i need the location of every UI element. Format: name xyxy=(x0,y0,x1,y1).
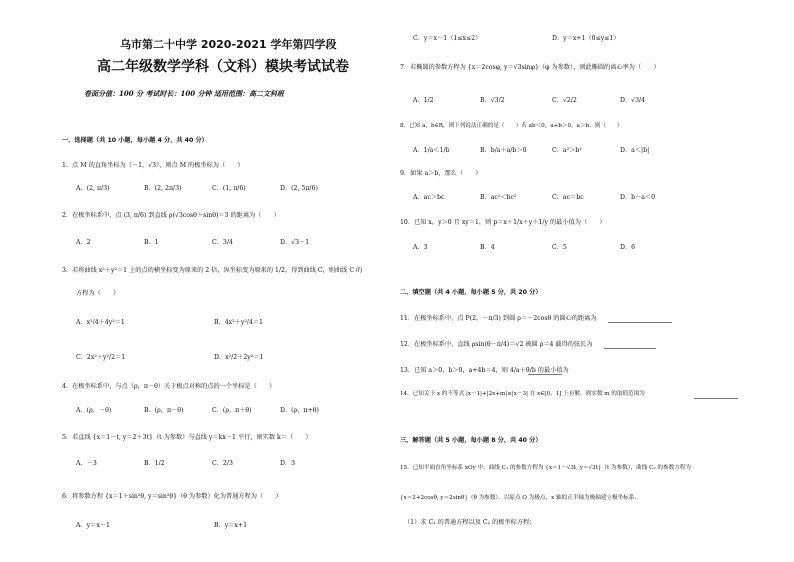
q1-option-b: B．(2, 2π/3) xyxy=(144,185,182,192)
q7-option-b: B．√3/2 xyxy=(480,97,505,104)
answer-blank-13 xyxy=(528,374,562,375)
q1-option-d: D．(2, 5π/6) xyxy=(280,185,318,192)
q2-option-d: D．√3－1 xyxy=(280,239,310,246)
q5-option-d: D．3 xyxy=(280,460,296,467)
question-3-line2: 方程为（ ） xyxy=(76,290,120,297)
q3-option-a: A．x²/4＋4y²＝1 xyxy=(76,319,125,326)
question-3-line1: 3．若将曲线 x²＋y²＝1 上的点的横坐标变为原来的 2 倍，纵坐标变为原来的 1/2，得到曲线 C，则曲线 C 的 xyxy=(62,267,363,274)
exam-title: 高二年级数学学科（文科）模块考试试卷 xyxy=(97,59,349,75)
question-15-part1: （1）求 C₁ 的普通方程以及 C₂ 的极坐标方程； xyxy=(404,519,536,526)
answer-blank-14 xyxy=(694,398,738,399)
q10-option-d: D．6 xyxy=(620,244,636,251)
q8-option-b: B．b/a＋a/b＞0 xyxy=(480,147,527,154)
question-12: 12．在极坐标系中，直线 ρsin(θ－π/4)＝√2 被圆 ρ＝4 截得的弦长为 xyxy=(400,341,593,348)
q5-option-a: A．－3 xyxy=(76,460,97,467)
answer-blank-12 xyxy=(604,348,656,349)
section-choice-title: 一、选择题（共 10 小题，每小题 4 分，共 40 分） xyxy=(62,137,208,144)
school-header: 乌市第二十中学 2020-2021 学年第四学段 xyxy=(120,38,337,51)
q3-option-c: C．2x²＋y²/2＝1 xyxy=(76,354,126,361)
q2-option-a: A．2 xyxy=(76,239,91,246)
question-2: 2．在极坐标系中，点 (3, π/6) 到直线 ρ(√3cosθ＋sinθ)＝3 的距离为（ ） xyxy=(62,212,280,219)
section-solve-title: 三、解答题（共 5 小题，每小题 8 分，共 40 分） xyxy=(400,437,542,444)
q6-option-b: B．y＝x+1 xyxy=(214,522,248,529)
question-5: 5．若直线 {x＝1－t, y＝2＋3t}（t 为参数）与直线 y＝kx－1 平行，则实数 k＝（ ） xyxy=(62,434,312,441)
q9-option-d: D．b－a＜0 xyxy=(620,194,656,201)
q2-option-b: B．1 xyxy=(144,239,159,246)
q8-option-a: A．1/a＜1/b xyxy=(413,147,450,154)
q1-option-c: C．(1, π/6) xyxy=(212,185,246,192)
q7-option-d: D．√3/4 xyxy=(620,97,646,104)
question-7: 7．若椭圆的参数方程为 {x＝2cosφ, y＝√3sinφ}（φ 为参数），则此椭圆的离心率为（ ） xyxy=(400,64,660,71)
q7-option-c: C．√2/2 xyxy=(552,97,577,104)
q6-option-d: D．y＝x+1（0≤y≤1） xyxy=(552,35,620,42)
q3-option-d: D．x²/2＋2y²＝1 xyxy=(214,354,264,361)
q7-option-a: A．1/2 xyxy=(413,97,434,104)
q10-option-c: C．5 xyxy=(552,244,567,251)
question-6: 6．将参数方程 {x＝1＋sin²θ, y＝sin²θ}（θ 为参数）化为普通方程为（ ） xyxy=(62,493,282,500)
question-10: 10．已知 x，y＞0 且 xy＝1，则 p＝x＋1/x＋y＋1/y 的最小值为（ ） xyxy=(400,219,606,226)
section-fill-title: 二、填空题（共 4 小题，每小题 5 分，共 20 分） xyxy=(400,289,542,296)
question-9: 9．如果 a＞b，那么（ ） xyxy=(400,170,482,177)
q6-option-a: A．y＝x－1 xyxy=(76,522,110,529)
question-15-line2: {x＝2+2cosθ, y＝2sinθ}（θ 为参数）．以原点 O 为极点，x 轴的正半轴为极轴建立极坐标系． xyxy=(400,495,640,501)
question-15-line1: 15．已知平面直角坐标系 xOy 中，曲线 C₁ 的参数方程为 {x＝1－√3t, y＝√3t}（t 为参数），曲线 C₂ 的参数方程为 xyxy=(400,465,691,471)
question-8: 8．已知 a，b∈R，则下列说法正确的是（ ）若 ab＜0，a+b＞0，a＞b，则（ ） xyxy=(400,123,623,129)
q8-option-d: D．a＜|b| xyxy=(620,147,650,154)
q9-option-b: B．ac²＜bc² xyxy=(480,194,517,201)
exam-info: 卷面分值：100 分 考试时长：100 分钟 适用范围：高二文科班 xyxy=(84,89,284,98)
question-11: 11．在极坐标系中，点 P(2，－π/3) 到圆 ρ＝－2cosθ 的圆心的距离为 xyxy=(400,315,597,322)
q5-option-c: C．2/3 xyxy=(212,460,233,467)
q10-option-a: A．3 xyxy=(413,244,428,251)
q2-option-c: C．3/4 xyxy=(212,239,233,246)
answer-blank-11 xyxy=(608,322,672,323)
question-14: 14．已知关于 x 的不等式 |x－1|+|2x+m|≤|x－3| 在 x∈[0，1] 上有解，则实数 m 的取值范围为 xyxy=(400,391,645,397)
q3-option-b: B．4x²＋y²/4＝1 xyxy=(214,319,263,326)
q4-option-a: A．(ρ，－θ) xyxy=(76,407,112,414)
q8-option-c: C．a²＞b² xyxy=(552,147,582,154)
q4-option-d: D．(ρ，π+θ) xyxy=(280,407,319,414)
q4-option-c: C．(ρ，π＋θ) xyxy=(212,407,252,414)
q9-option-c: C．ac＝bc xyxy=(552,194,584,201)
question-1: 1．点 M 的直角坐标为（－1，√3），则点 M 的极坐标为（ ） xyxy=(62,162,244,169)
question-13: 13．已知 a＞0，b＞0，a+4b＝4，则 4/a＋9/b 的最小值为 xyxy=(400,367,569,374)
q10-option-b: B．4 xyxy=(480,244,495,251)
q9-option-a: A．ac＞bc xyxy=(413,194,445,201)
q6-option-c: C．y＝x－1（1≤x≤2） xyxy=(413,35,482,42)
q1-option-a: A．(2, π/3) xyxy=(76,185,110,192)
q4-option-b: B．(ρ，π－θ) xyxy=(144,407,184,414)
question-4: 4．在极坐标系中，与点（ρ，π－θ）关于极点对称的点的一个坐标是（ ） xyxy=(62,383,276,390)
q5-option-b: B．1/2 xyxy=(144,460,165,467)
